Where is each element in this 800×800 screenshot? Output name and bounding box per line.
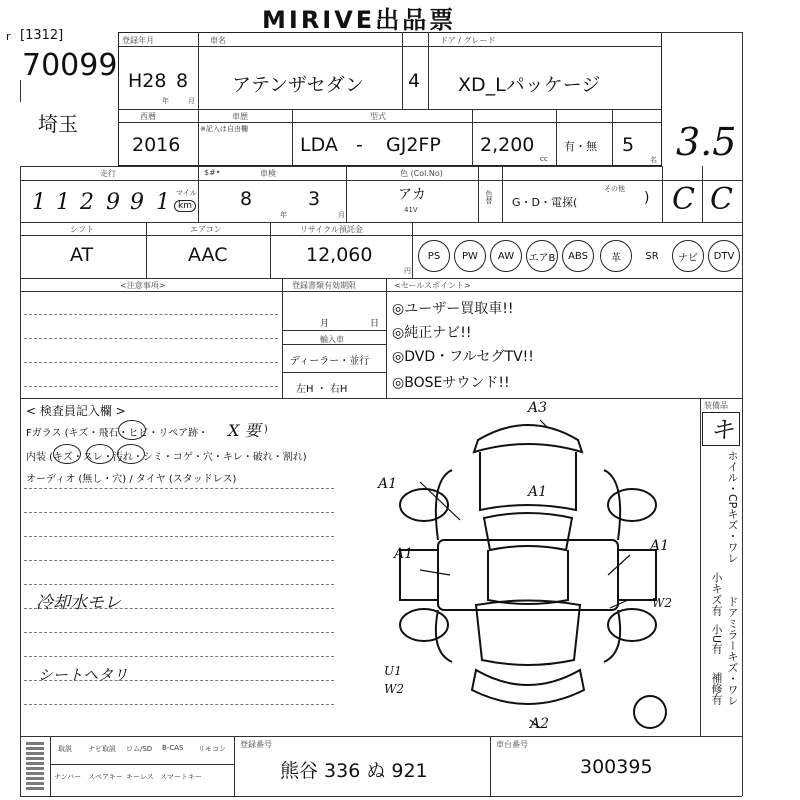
sheet-title: MIRIVE出品票 (262, 6, 457, 34)
footer-qr (26, 742, 44, 790)
model-dash: - (356, 134, 363, 156)
footer-item-remote: リモコン (198, 745, 226, 753)
registration-month: 8 (176, 70, 189, 92)
damage-mark-w2-right: W2 (652, 596, 672, 610)
footer-item-bcas: B-CAS (162, 744, 184, 752)
label-western: 西暦 (140, 112, 156, 121)
label-mileage: 走行 (100, 169, 116, 178)
footer-item-navi-manual: ナビ取説 (88, 745, 116, 753)
handwritten-note-2: シートヘタリ (38, 666, 129, 684)
model-code: GJ2FP (386, 134, 441, 156)
car-diagram (360, 400, 700, 730)
inspection-month: 3 (308, 188, 321, 210)
label-registration: 登録書類有効期限 (292, 281, 356, 290)
glass-line: Fガラス (キズ・飛石・ヒビ・リペア跡・ (26, 428, 209, 439)
shift: AT (70, 244, 94, 266)
option-pw: PW (454, 240, 486, 272)
import-type: ディーラー・並行 (290, 356, 370, 367)
interior-circle-2 (86, 444, 114, 464)
sales-point-2: ◎純正ナビ!! (392, 325, 472, 341)
displacement: 2,200 (480, 134, 535, 156)
interior-line: 内装 (キズ・スレ・汚れ・シミ・コゲ・穴・キレ・破れ・割れ) (26, 452, 307, 463)
label-notes: <注意事項> (120, 281, 166, 290)
recycle-fee: 12,060 (306, 244, 373, 266)
grade-interior: C (672, 182, 695, 217)
label-sales: <セールスポイント> (394, 281, 471, 290)
unit-km: km (174, 200, 196, 212)
seats-unit: 名 (650, 156, 657, 164)
option-sr: SR (645, 250, 659, 262)
score-value: 3.5 (676, 120, 737, 164)
grade-exterior: C (710, 182, 733, 217)
label-import: 輸入車 (320, 335, 344, 344)
right-column-mark: キ (710, 416, 734, 444)
damage-mark-a1-roof: A1 (528, 484, 548, 500)
door-count: 4 (408, 70, 421, 92)
label-model: 型式 (370, 112, 386, 121)
label-history: 車歴 (232, 112, 248, 121)
recycle-unit: 円 (404, 267, 411, 275)
color: アカ (398, 187, 426, 203)
unit-mile: マイル (176, 189, 197, 197)
mileage-digit-4: 9 (106, 190, 120, 215)
footer-item-keyless: キーレス (126, 773, 154, 781)
option-airbag: エアB (526, 240, 558, 272)
steering: 左H ・ 右H (296, 384, 348, 395)
inspection-year: 8 (240, 188, 253, 210)
damage-mark-a1-left: A1 (394, 546, 414, 562)
audio-line: オーディオ (無し・穴) / タイヤ (スタッドレス) (26, 474, 237, 485)
right-text-1: ホイル・CPキズ・ワレ (726, 450, 739, 564)
label-plate: 登録番号 (240, 740, 272, 749)
month-unit: 月 (188, 97, 195, 105)
option-abs: ABS (562, 240, 594, 272)
right-column-label: 装備品 (704, 401, 728, 410)
year-unit: 年 (162, 97, 169, 105)
model-prefix: LDA (300, 134, 338, 156)
damage-mark-a3: A3 (528, 400, 548, 416)
registration-year: H28 (128, 70, 167, 92)
footer-item-manual: 取説 (58, 745, 72, 753)
right-text-5: 補修有 (710, 672, 723, 705)
interior-circle-3 (117, 444, 145, 464)
mileage-digit-6: 1 (156, 190, 170, 215)
option-aw: AW (490, 240, 522, 272)
damage-mark-w2-left: W2 (384, 682, 404, 696)
mileage-digit-5: 9 (130, 190, 144, 215)
sales-point-3: ◎DVD・フルセグTV!! (392, 349, 534, 365)
right-text-3: 小キズ有 (710, 572, 723, 616)
label-chassis: 車台番号 (496, 740, 528, 749)
label-unit: $#• (204, 168, 221, 177)
label-shift: シフト (70, 225, 94, 234)
lot-bracket: [1312] (20, 28, 64, 43)
sales-point-1: ◎ユーザー買取車!! (392, 301, 514, 317)
label-color-change: 色替 (485, 190, 493, 204)
region: 埼玉 (38, 112, 78, 136)
footer-item-spare-key: スペアキー (88, 773, 123, 781)
right-text-4: 小U有 (710, 624, 723, 655)
aircon: AAC (188, 244, 228, 266)
registration-month: 月 (320, 319, 330, 329)
inspection-year-unit: 年 (280, 211, 287, 219)
seats: 5 (622, 134, 635, 156)
glass-mark: X 要 (228, 421, 261, 440)
mileage-digit-1: 1 (32, 190, 46, 215)
sales-point-4: ◎BOSEサウンド!! (392, 375, 510, 391)
cc-unit: cc (540, 155, 548, 163)
registration-day: 日 (370, 319, 380, 329)
equipment-other: その他 (604, 185, 625, 193)
label-color: 色 (Col.No) (400, 169, 443, 178)
grade: XD_Lパッケージ (458, 74, 601, 96)
label-aircon: エアコン (190, 225, 222, 234)
inspector-label: < 検査員記入欄 > (26, 404, 126, 418)
interior-circle-1 (53, 444, 81, 464)
plate-number: 熊谷 336 ぬ 921 (280, 760, 428, 782)
footer-item-plate: ナンバー (54, 773, 82, 781)
color-code: 41V (404, 206, 418, 214)
glass-circle (118, 420, 146, 440)
chassis-number: 300395 (580, 756, 653, 778)
option-leather: 革 (600, 240, 632, 272)
mileage-digit-2: 1 (56, 190, 70, 215)
damage-mark-a1-top: A1 (378, 476, 398, 492)
footer-item-rom: ロム/SD (126, 745, 153, 753)
car-name: アテンザセダン (232, 74, 364, 96)
handwritten-note-1: 冷却水モレ (36, 593, 121, 613)
damage-mark-a1-right: A1 (650, 538, 670, 554)
damage-mark-a2: A2 (530, 716, 550, 732)
history-note: ※記入は自由欄 (200, 125, 248, 133)
equipment: G・D・電探( (512, 196, 578, 209)
label-inspection: 車検 (260, 169, 276, 178)
lot-prefix: r (6, 30, 11, 43)
label-recycle: リサイクル預託金 (300, 225, 363, 234)
option-ps: PS (418, 240, 450, 272)
mileage-digit-3: 2 (80, 190, 94, 215)
presence: 有・無 (564, 140, 597, 153)
western-year: 2016 (132, 134, 181, 156)
footer-item-smart-key: スマートキー (160, 773, 202, 781)
option-navi: ナビ (672, 240, 704, 272)
inspection-month-unit: 月 (338, 211, 345, 219)
lot-number: 70099 (22, 48, 118, 83)
right-text-2: ドアミラーキズ・ワレ (726, 596, 739, 706)
equipment-close: ) (644, 190, 650, 206)
option-dtv: DTV (708, 240, 740, 272)
damage-mark-u1: U1 (384, 664, 402, 678)
glass-close: ) (264, 424, 268, 435)
